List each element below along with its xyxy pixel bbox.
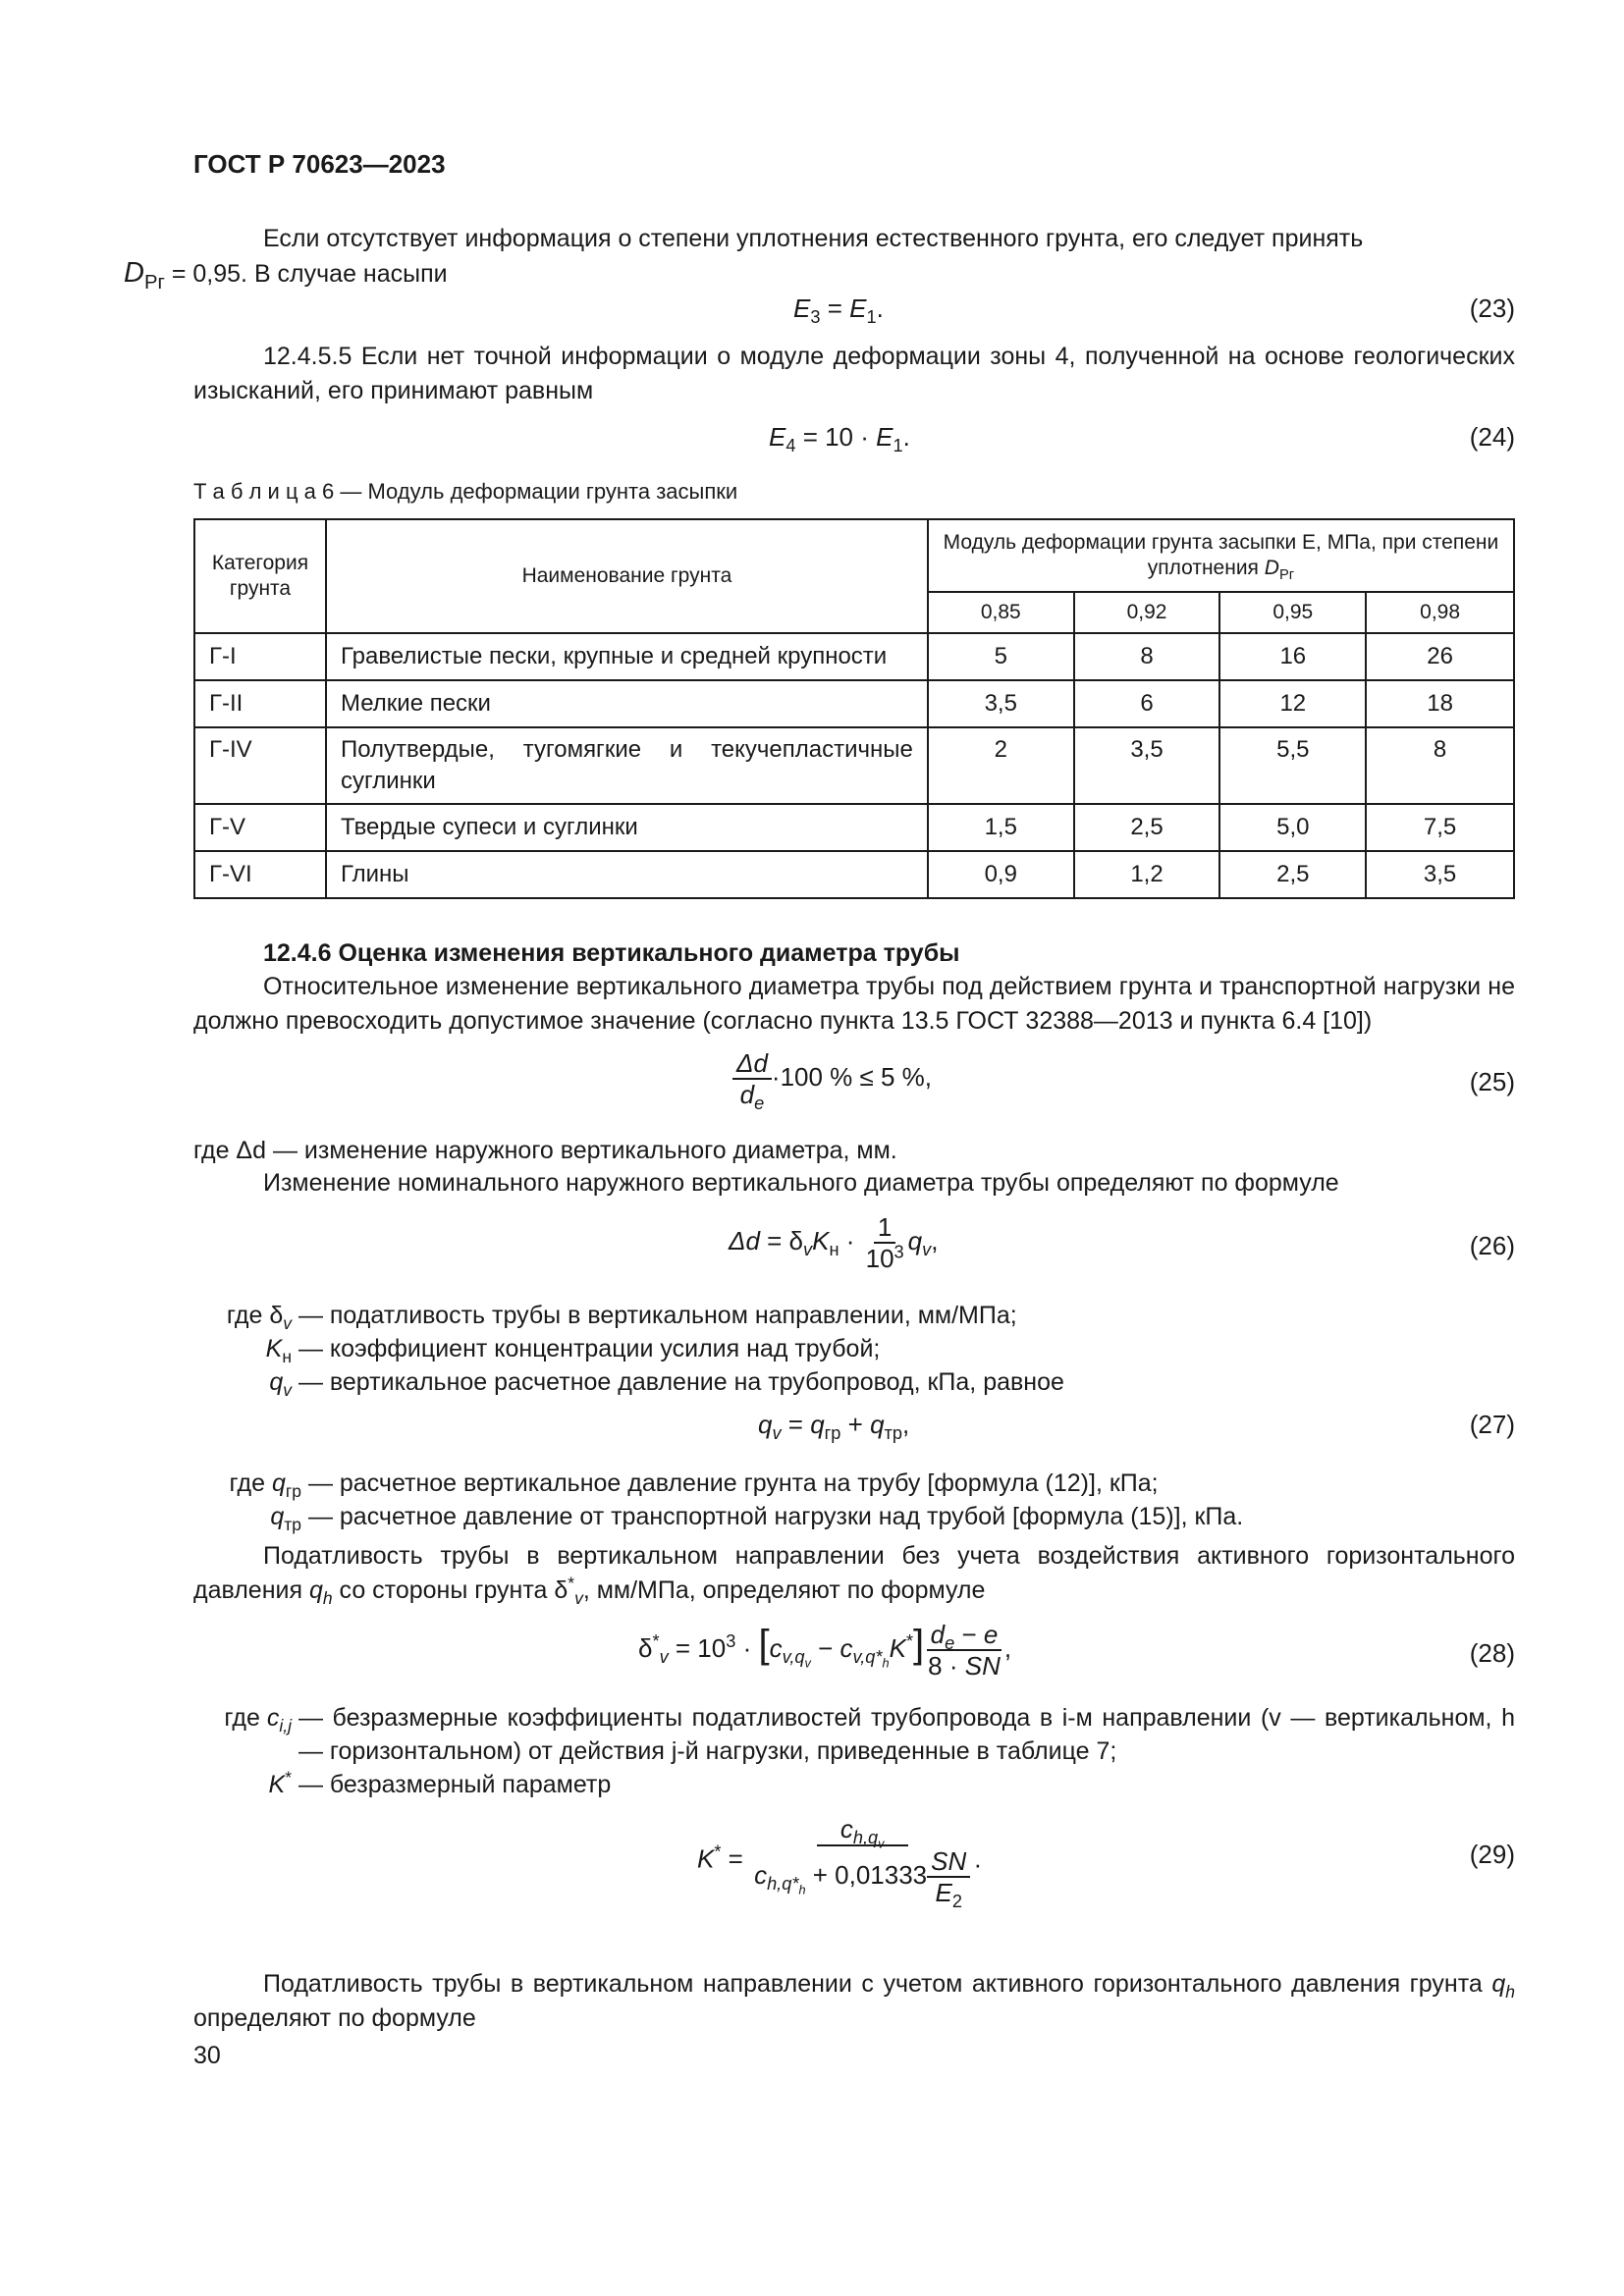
equation-number-26: (26)	[1469, 1231, 1515, 1260]
cell-value: 1,5	[928, 804, 1074, 851]
cell-soil-name: Полутвердые, тугомягкие и текучепластичные суглинки	[326, 727, 928, 804]
equation-29: K* = $c_{h,q_v}$ $c_{h,q*_h} + 0,01333$ $\frac{SN}{E_2}$ .	[697, 1814, 982, 1912]
cell-value: 3,5	[1074, 727, 1220, 804]
equation-number-29: (29)	[1469, 1840, 1515, 1869]
page-number: 30	[193, 2042, 221, 2069]
definitions-27: где $q_{гр}$ — расчетное вертикальное давление грунта на трубу [формула (12)], кПа; $q_{тр}$ — расчетное давление от транспортной нагрузки над трубой [формула (15)], кПа.	[229, 1469, 1244, 1534]
cell-value: 2	[928, 727, 1074, 804]
table-6	[193, 518, 1515, 899]
cell-value: 12	[1219, 680, 1366, 727]
density-0-98: 0,98	[1366, 592, 1514, 633]
cell-value: 3,5	[1366, 851, 1514, 898]
document-header: ГОСТ Р 70623—2023	[193, 149, 446, 179]
table-caption: Т а б л и ц а 6 — Модуль деформации грунта засыпки	[193, 479, 738, 504]
paragraph-12-4-5-5: 12.4.5.5 Если нет точной информации о модуле деформации зоны 4, полученной на основе геологических изысканий, его принимают равным	[193, 343, 1515, 404]
cell-value: 18	[1366, 680, 1514, 727]
definitions-26: где $\delta_v$ — податливость трубы в вертикальном направлении, мм/МПа; $K_н$ — коэффициент концентрации усилия над трубой; $q_v$ — вертикальное расчетное давление на трубопровод, кПа, равное	[226, 1302, 1064, 1400]
density-0-92: 0,92	[1074, 592, 1220, 633]
cell-value: 8	[1366, 727, 1514, 804]
header-name: Наименование грунта	[326, 519, 928, 633]
equation-number-23: (23)	[1469, 294, 1515, 323]
density-0-95: 0,95	[1219, 592, 1366, 633]
cell-value: 26	[1366, 633, 1514, 680]
symbol-dpr: $D_{Рг}$	[124, 257, 165, 294]
cell-value: 8	[1074, 633, 1220, 680]
cell-value: 1,2	[1074, 851, 1220, 898]
paragraph-compliance: Податливость трубы в вертикальном направлении без учета воздействия активного горизонтального давления $q_h$ со стороны грунта $\delta^*_v$, мм/МПа, определяют по формуле	[193, 1542, 1515, 1608]
paragraph-uplotnenie	[124, 222, 1515, 294]
table-row	[194, 680, 1514, 727]
cell-soil-name: Гравелистые пески, крупные и средней крупности	[326, 633, 928, 680]
cell-category: Г-I	[194, 633, 326, 680]
table-row	[194, 727, 1514, 804]
equation-number-27: (27)	[1469, 1410, 1515, 1439]
cell-value: 5,0	[1219, 804, 1366, 851]
equation-25: $\frac{\Delta d}{d_e}$ ·100 % ≤ 5 %,	[732, 1048, 932, 1109]
paragraph-active-pressure: Податливость трубы в вертикальном направлении с учетом активного горизонтального давления грунта $q_h$ определяют по формуле	[193, 1970, 1515, 2032]
equation-number-28: (28)	[1469, 1638, 1515, 1668]
paragraph-relative-change: Относительное изменение вертикального диаметра трубы под действием грунта и транспортной нагрузки не должно превосходить допустимое значение (согласно пункта 13.5 ГОСТ 32388—2013 и пункта 6.4 [10])	[193, 973, 1515, 1035]
section-title: 12.4.6 Оценка изменения вертикального диаметра трубы	[263, 939, 960, 967]
cell-soil-name: Мелкие пески	[326, 680, 928, 727]
equation-26: $\Delta d = \delta_vK_н$ · $\frac{1}{10^3}$ $q_v$,	[729, 1212, 939, 1273]
cell-soil-name: Твердые супеси и суглинки	[326, 804, 928, 851]
cell-value: 2,5	[1074, 804, 1220, 851]
equation-27: $q_v = q_{гр} + q_{тр}$,	[758, 1410, 910, 1444]
table-row	[194, 633, 1514, 680]
cell-value: 5,5	[1219, 727, 1366, 804]
cell-category: Г-VI	[194, 851, 326, 898]
header-modulus: Модуль деформации грунта засыпки E, МПа, при степени уплотнения $D_{Рг}$	[928, 519, 1514, 592]
cell-category: Г-V	[194, 804, 326, 851]
paragraph-where-delta-d: где Δd — изменение наружного вертикального диаметра, мм.	[193, 1137, 897, 1164]
equation-number-25: (25)	[1469, 1067, 1515, 1096]
cell-value: 2,5	[1219, 851, 1366, 898]
cell-value: 6	[1074, 680, 1220, 727]
cell-value: 0,9	[928, 851, 1074, 898]
table-row	[194, 804, 1514, 851]
cell-value: 5	[928, 633, 1074, 680]
paragraph-nominal-change: Изменение номинального наружного вертикального диаметра трубы определяют по формуле	[263, 1169, 1339, 1197]
equation-number-24: (24)	[1469, 422, 1515, 452]
cell-soil-name: Глины	[326, 851, 928, 898]
paragraph-text: Если отсутствует информация о степени уплотнения естественного грунта, его следует принять	[263, 225, 1364, 252]
equation-23: $E_3 = E_1$.	[793, 294, 884, 328]
cell-value: 16	[1219, 633, 1366, 680]
cell-value: 7,5	[1366, 804, 1514, 851]
equation-24: $E_4 = 10 \cdot E_1$.	[769, 422, 910, 456]
header-category: Категория грунта	[194, 519, 326, 633]
density-0-85: 0,85	[928, 592, 1074, 633]
paragraph-text: = 0,95. В случае насыпи	[171, 260, 448, 288]
cell-category: Г-II	[194, 680, 326, 727]
table-row	[194, 851, 1514, 898]
definitions-28: где $c_{i,j}$ — безразмерные коэффициенты податливостей трубопровода в i-м направлении (v — вертикальном, h — горизонтальном) от действия j-й нагрузки, приведенные в таблице 7; K* — безразмерный параметр	[224, 1704, 1515, 1798]
cell-category: Г-IV	[194, 727, 326, 804]
equation-28: $\delta^*_v = 10^3 \cdot [c_{v,q_v} - c_{v,q*_h}K^*]$ $\frac{d_e - e}{8 \cdot SN}$ ,	[638, 1620, 1012, 1681]
cell-value: 3,5	[928, 680, 1074, 727]
